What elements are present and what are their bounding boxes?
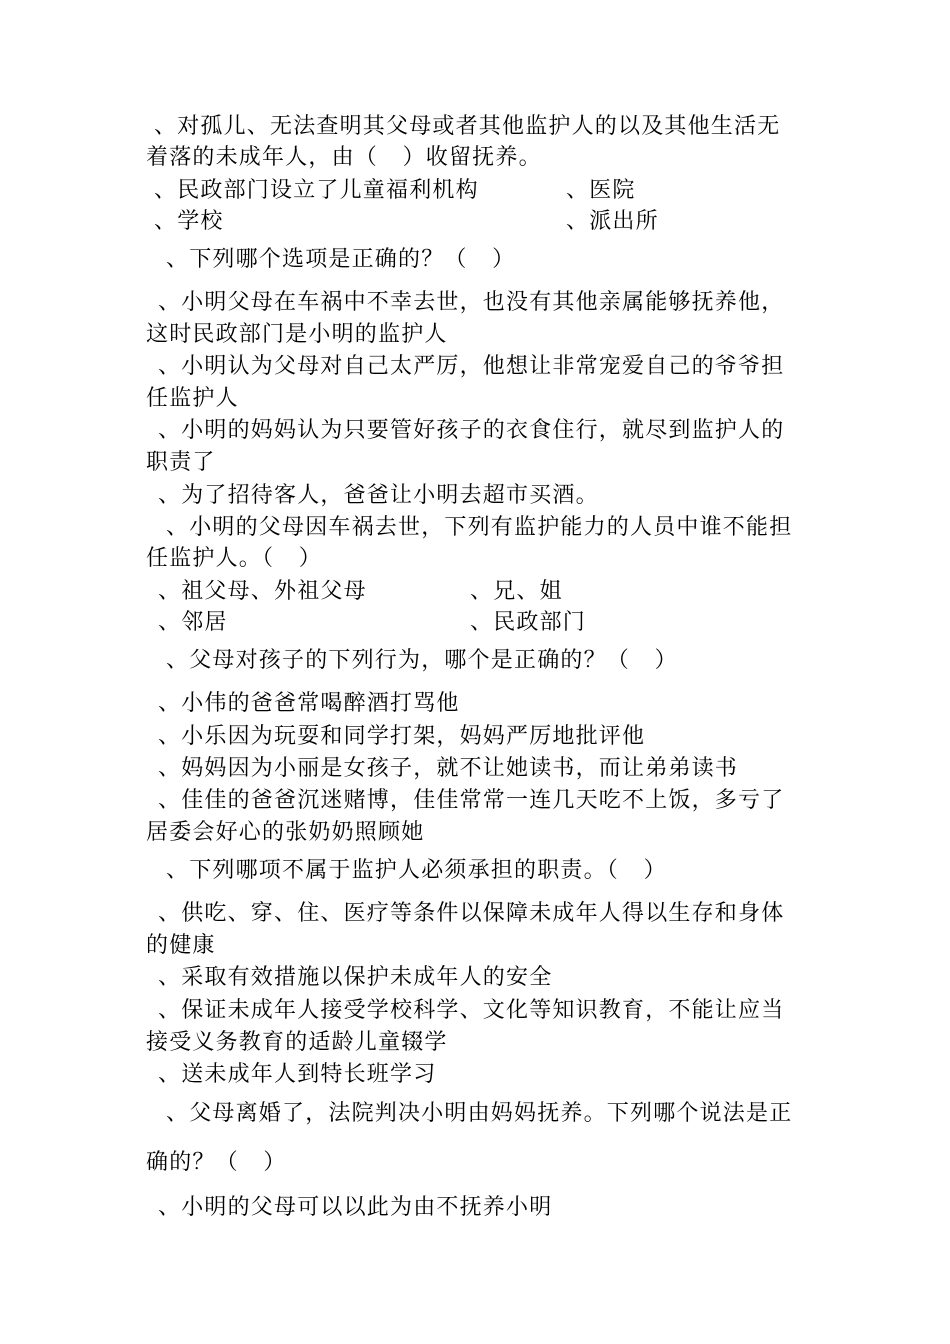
q2-option-b-line2: 任监护人 [146,386,239,411]
q6-stem-line1: 、父母离婚了，法院判决小明由妈妈抚养。下列哪个说法是正 [166,1101,793,1126]
q1-option-b: 、医院 [566,178,636,203]
q2-option-b-line1: 、小明认为父母对自己太严厉，他想让非常宠爱自己的爷爷担 [158,354,785,379]
q2-option-a-line1: 、小明父母在车祸中不幸去世，也没有其他亲属能够抚养他， [158,290,785,315]
q2-option-d: 、为了招待客人，爸爸让小明去超市买酒。 [158,483,599,508]
q5-option-b: 、采取有效措施以保护未成年人的安全 [158,965,553,990]
q2-option-c-line1: 、小明的妈妈认为只要管好孩子的衣食住行，就尽到监护人的 [158,418,785,443]
q3-option-d: 、民政部门 [470,610,587,635]
q3-option-a: 、祖父母、外祖父母 [158,579,367,604]
q5-option-a-line2: 的健康 [146,933,216,958]
q5-stem: 、下列哪项不属于监护人必须承担的职责。（ ） [166,858,667,883]
q4-option-b: 、小乐因为玩耍和同学打架，妈妈严厉地批评他 [158,724,646,749]
q4-option-d-line2: 居委会好心的张奶奶照顾她 [146,820,425,845]
q4-option-a: 、小伟的爸爸常喝醉酒打骂他 [158,691,460,716]
q3-option-c: 、邻居 [158,610,228,635]
q2-option-c-line2: 职责了 [146,450,216,475]
q5-option-c-line1: 、保证未成年人接受学校科学、文化等知识教育，不能让应当 [158,998,785,1023]
q1-option-c: 、学校 [154,209,224,234]
q5-option-c-line2: 接受义务教育的适龄儿童辍学 [146,1030,448,1055]
q2-option-a-line2: 这时民政部门是小明的监护人 [146,322,448,347]
q3-option-b: 、兄、姐 [470,579,563,604]
q6-option-a: 、小明的父母可以以此为由不抚养小明 [158,1195,553,1220]
q3-stem-line1: 、小明的父母因车祸去世，下列有监护能力的人员中谁不能担 [166,515,793,540]
q4-stem: 、父母对孩子的下列行为，哪个是正确的？（ ） [166,648,678,673]
q3-stem-line2: 任监护人。（ ） [146,546,322,571]
q1-stem-line1: 、对孤儿、无法查明其父母或者其他监护人的以及其他生活无 [154,114,781,139]
q4-option-c: 、妈妈因为小丽是女孩子，就不让她读书，而让弟弟读书 [158,756,739,781]
q1-stem-line2: 着落的未成年人，由（ ）收留抚养。 [146,145,542,170]
q5-option-a-line1: 、供吃、穿、住、医疗等条件以保障未成年人得以生存和身体 [158,901,785,926]
q5-option-d: 、送未成年人到特长班学习 [158,1062,437,1087]
q1-option-a: 、民政部门设立了儿童福利机构 [154,178,479,203]
q2-stem: 、下列哪个选项是正确的？（ ） [166,247,516,272]
q4-option-d-line1: 、佳佳的爸爸沉迷赌博，佳佳常常一连几天吃不上饭，多亏了 [158,788,785,813]
q6-stem-line2: 确的？（ ） [146,1150,287,1175]
q1-option-d: 、派出所 [566,209,659,234]
